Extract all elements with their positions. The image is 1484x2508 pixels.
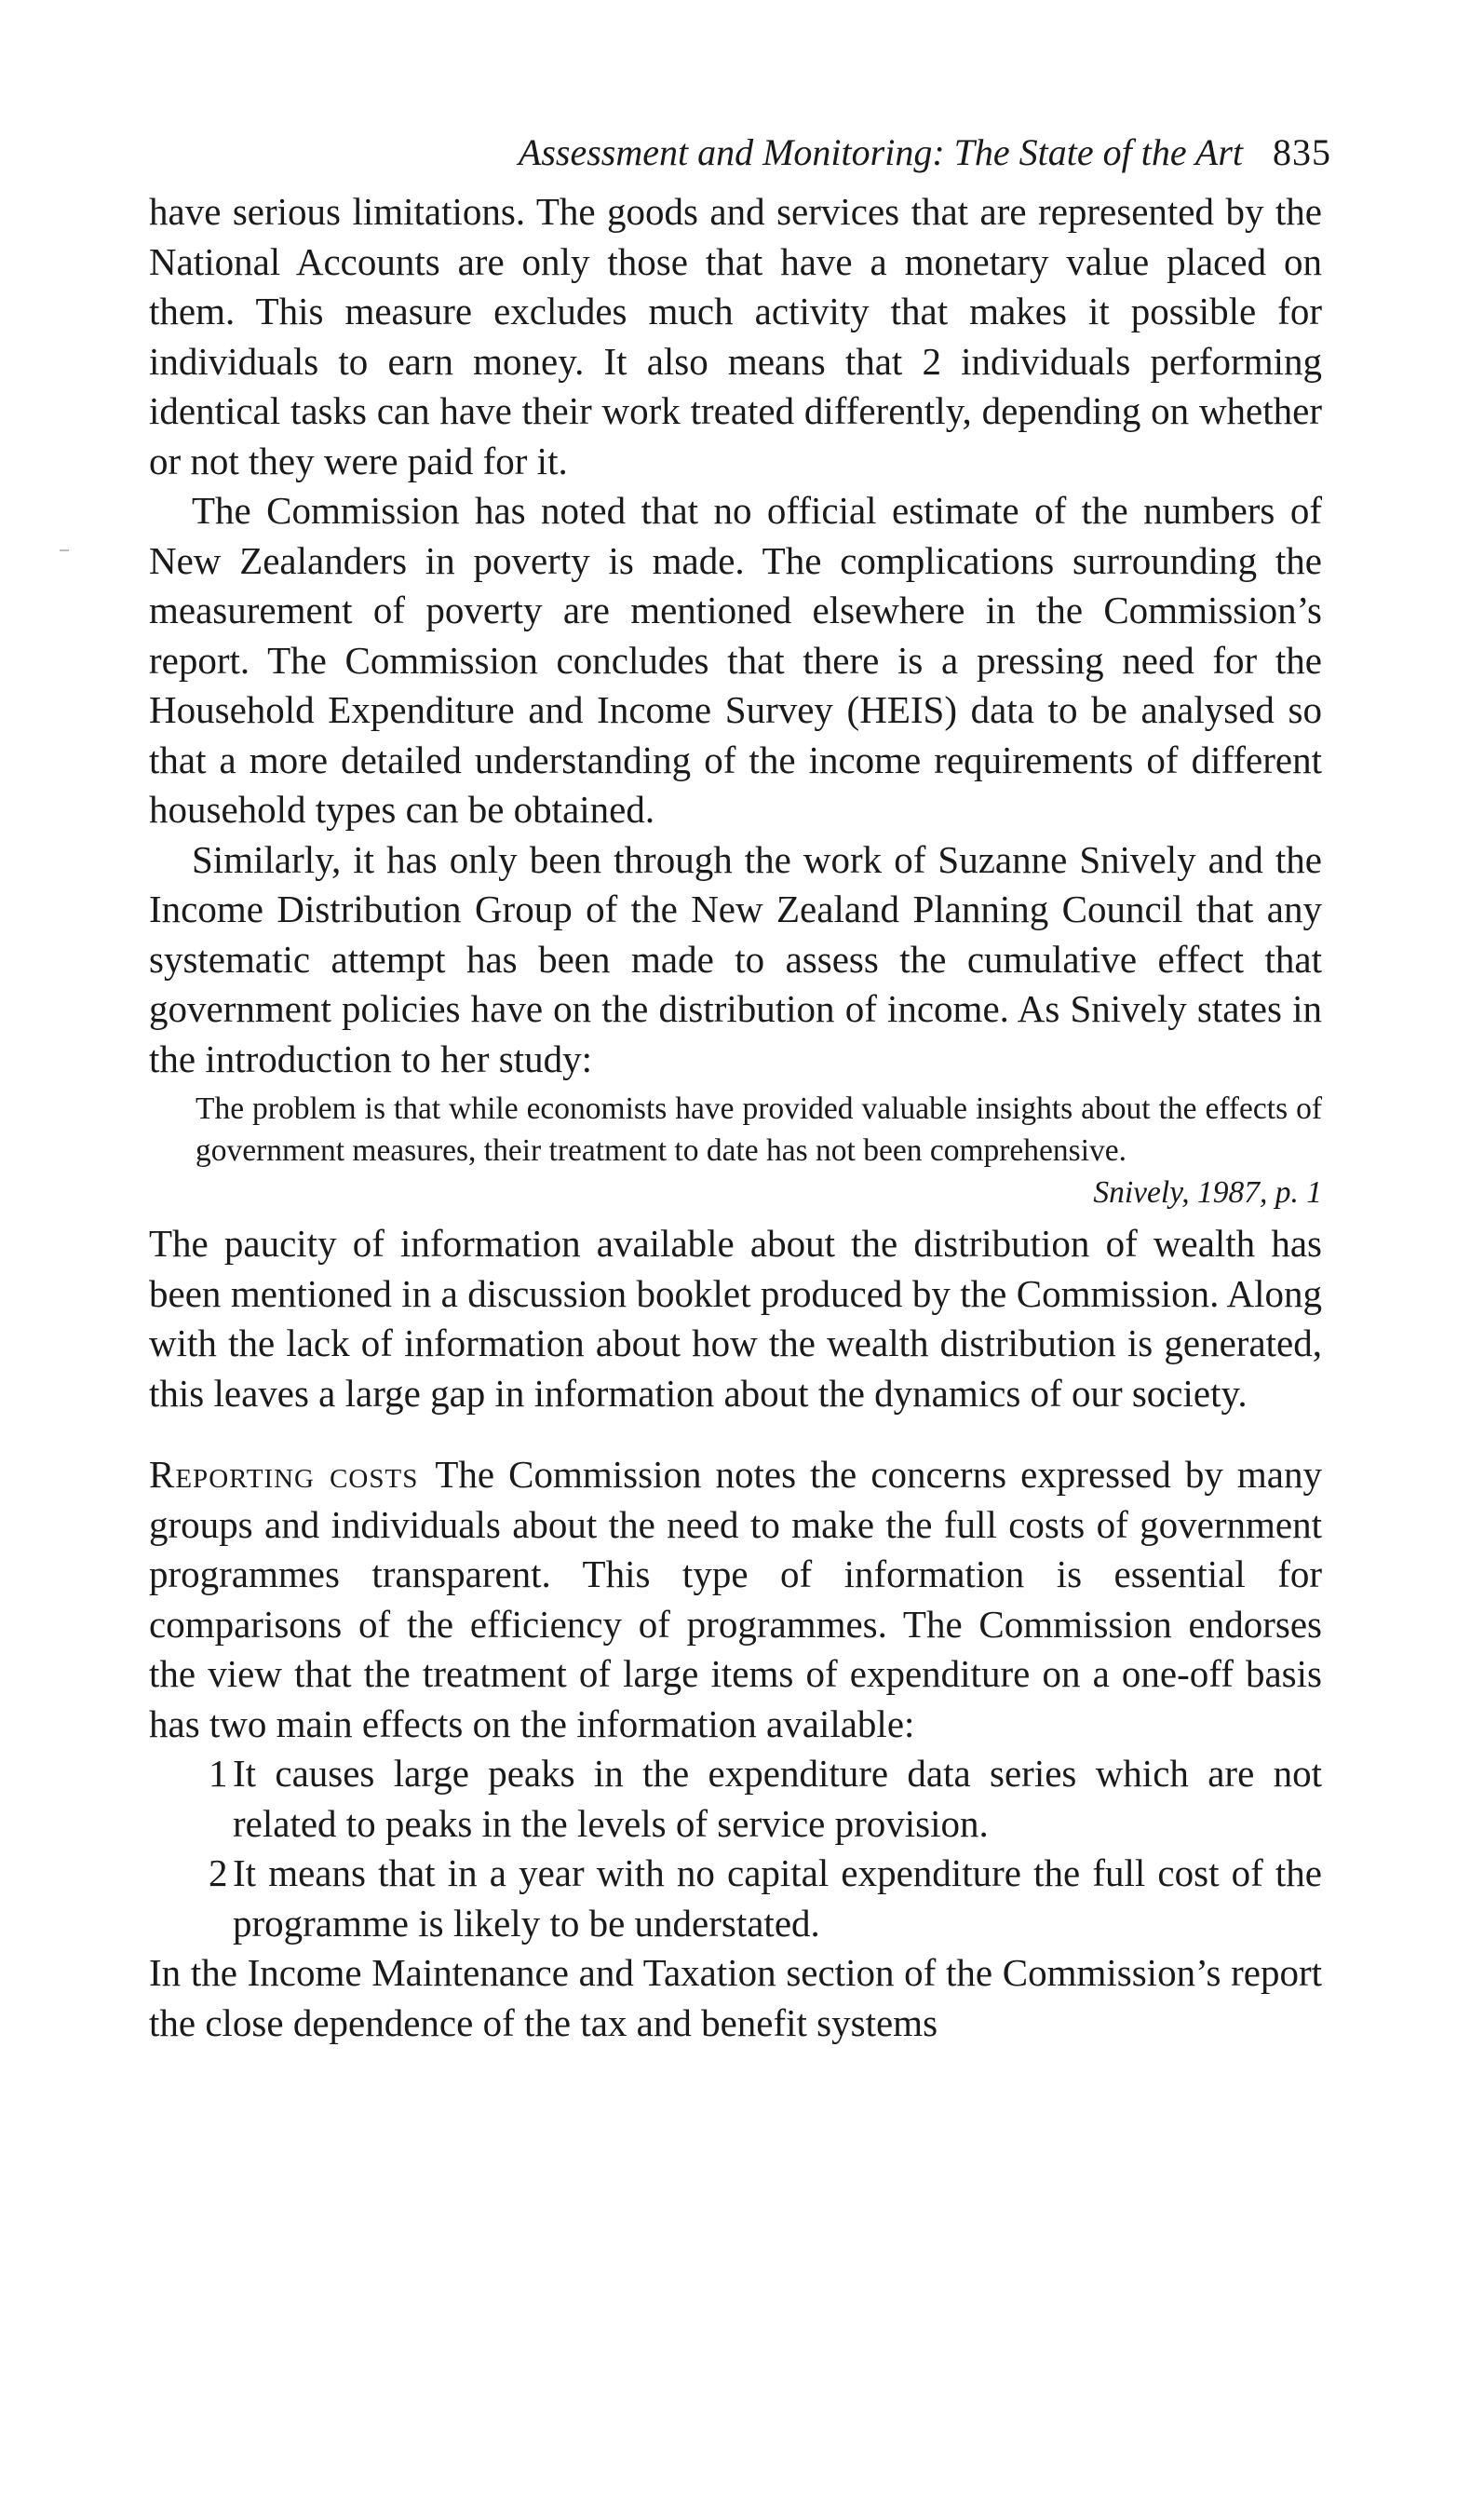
running-head-title: Assessment and Monitoring: The State of the Art: [518, 131, 1243, 173]
list-item-number: 1: [209, 1752, 228, 1795]
paragraph-2: The Commission has noted that no official estimate of the numbers of New Zealanders in poverty is made. The complications surrounding the measurement of poverty are mentioned elsewhere in the Commission’s report. The Commission concludes that there is a pressing need for the Household Expenditure and Income Survey (HEIS) data to be analysed so that a more detailed understanding of the income requirements of different household types can be obtained.: [149, 489, 1322, 831]
list-item-number: 2: [209, 1851, 228, 1894]
paragraph-4: The paucity of information available about the distribution of wealth has been mentioned in a discussion booklet produced by the Commission. Along with the lack of information about how the wealth distribution is generated, this leaves a large gap in information about the dynamics of our society.: [149, 1222, 1322, 1415]
section-heading: Reporting costs: [149, 1453, 419, 1496]
list-item-text: It causes large peaks in the expenditure data series which are not related to peaks in the levels of service provision.: [233, 1752, 1322, 1845]
paragraph-5-body: The Commission notes the concerns expressed by many groups and individuals about the need to make the full costs of government programmes transparent. This type of information is essential for comparisons of the efficiency of programmes. The Commission endorses the view that the treatment of large items of expenditure on a one-off basis has two main effects on the information available:: [149, 1453, 1322, 1745]
quote-citation: Snively, 1987, p. 1: [1093, 1175, 1322, 1210]
list-item-text: It means that in a year with no capital expenditure the full cost of the programme is likely to be understated.: [233, 1851, 1322, 1945]
paragraph-1: have serious limitations. The goods and services that are represented by the National Accounts are only those that have a monetary value placed on them. This measure excludes much activity that makes it possible for individuals to earn money. It also means that 2 individuals performing identical tasks can have their work treated differently, depending on whether or not they were paid for it.: [149, 190, 1322, 482]
document-page: [149, 130, 1331, 2048]
section-spacer: [149, 1418, 1322, 1450]
paragraph-6: In the Income Maintenance and Taxation section of the Commission’s report the close dependence of the tax and benefit systems: [149, 1951, 1322, 2044]
page-number: 835: [1273, 131, 1331, 173]
list-item: [149, 1849, 1322, 1948]
margin-mark: [60, 549, 69, 551]
block-quote: [196, 1088, 1322, 1213]
list-item: [149, 1749, 1322, 1849]
numbered-list: [149, 1749, 1322, 1948]
quote-text: The problem is that while economists have provided valuable insights about the effects of government measures, their treatment to date has not been comprehensive.: [196, 1091, 1322, 1168]
paragraph-3: Similarly, it has only been through the work of Suzanne Snively and the Income Distribution Group of the New Zealand Planning Council that any systematic attempt has been made to assess the cumulative effect that government policies have on the distribution of income. As Snively states in the introduction to her study:: [149, 837, 1322, 1080]
running-head: [149, 130, 1331, 174]
paragraph-5: [149, 1450, 1322, 1749]
